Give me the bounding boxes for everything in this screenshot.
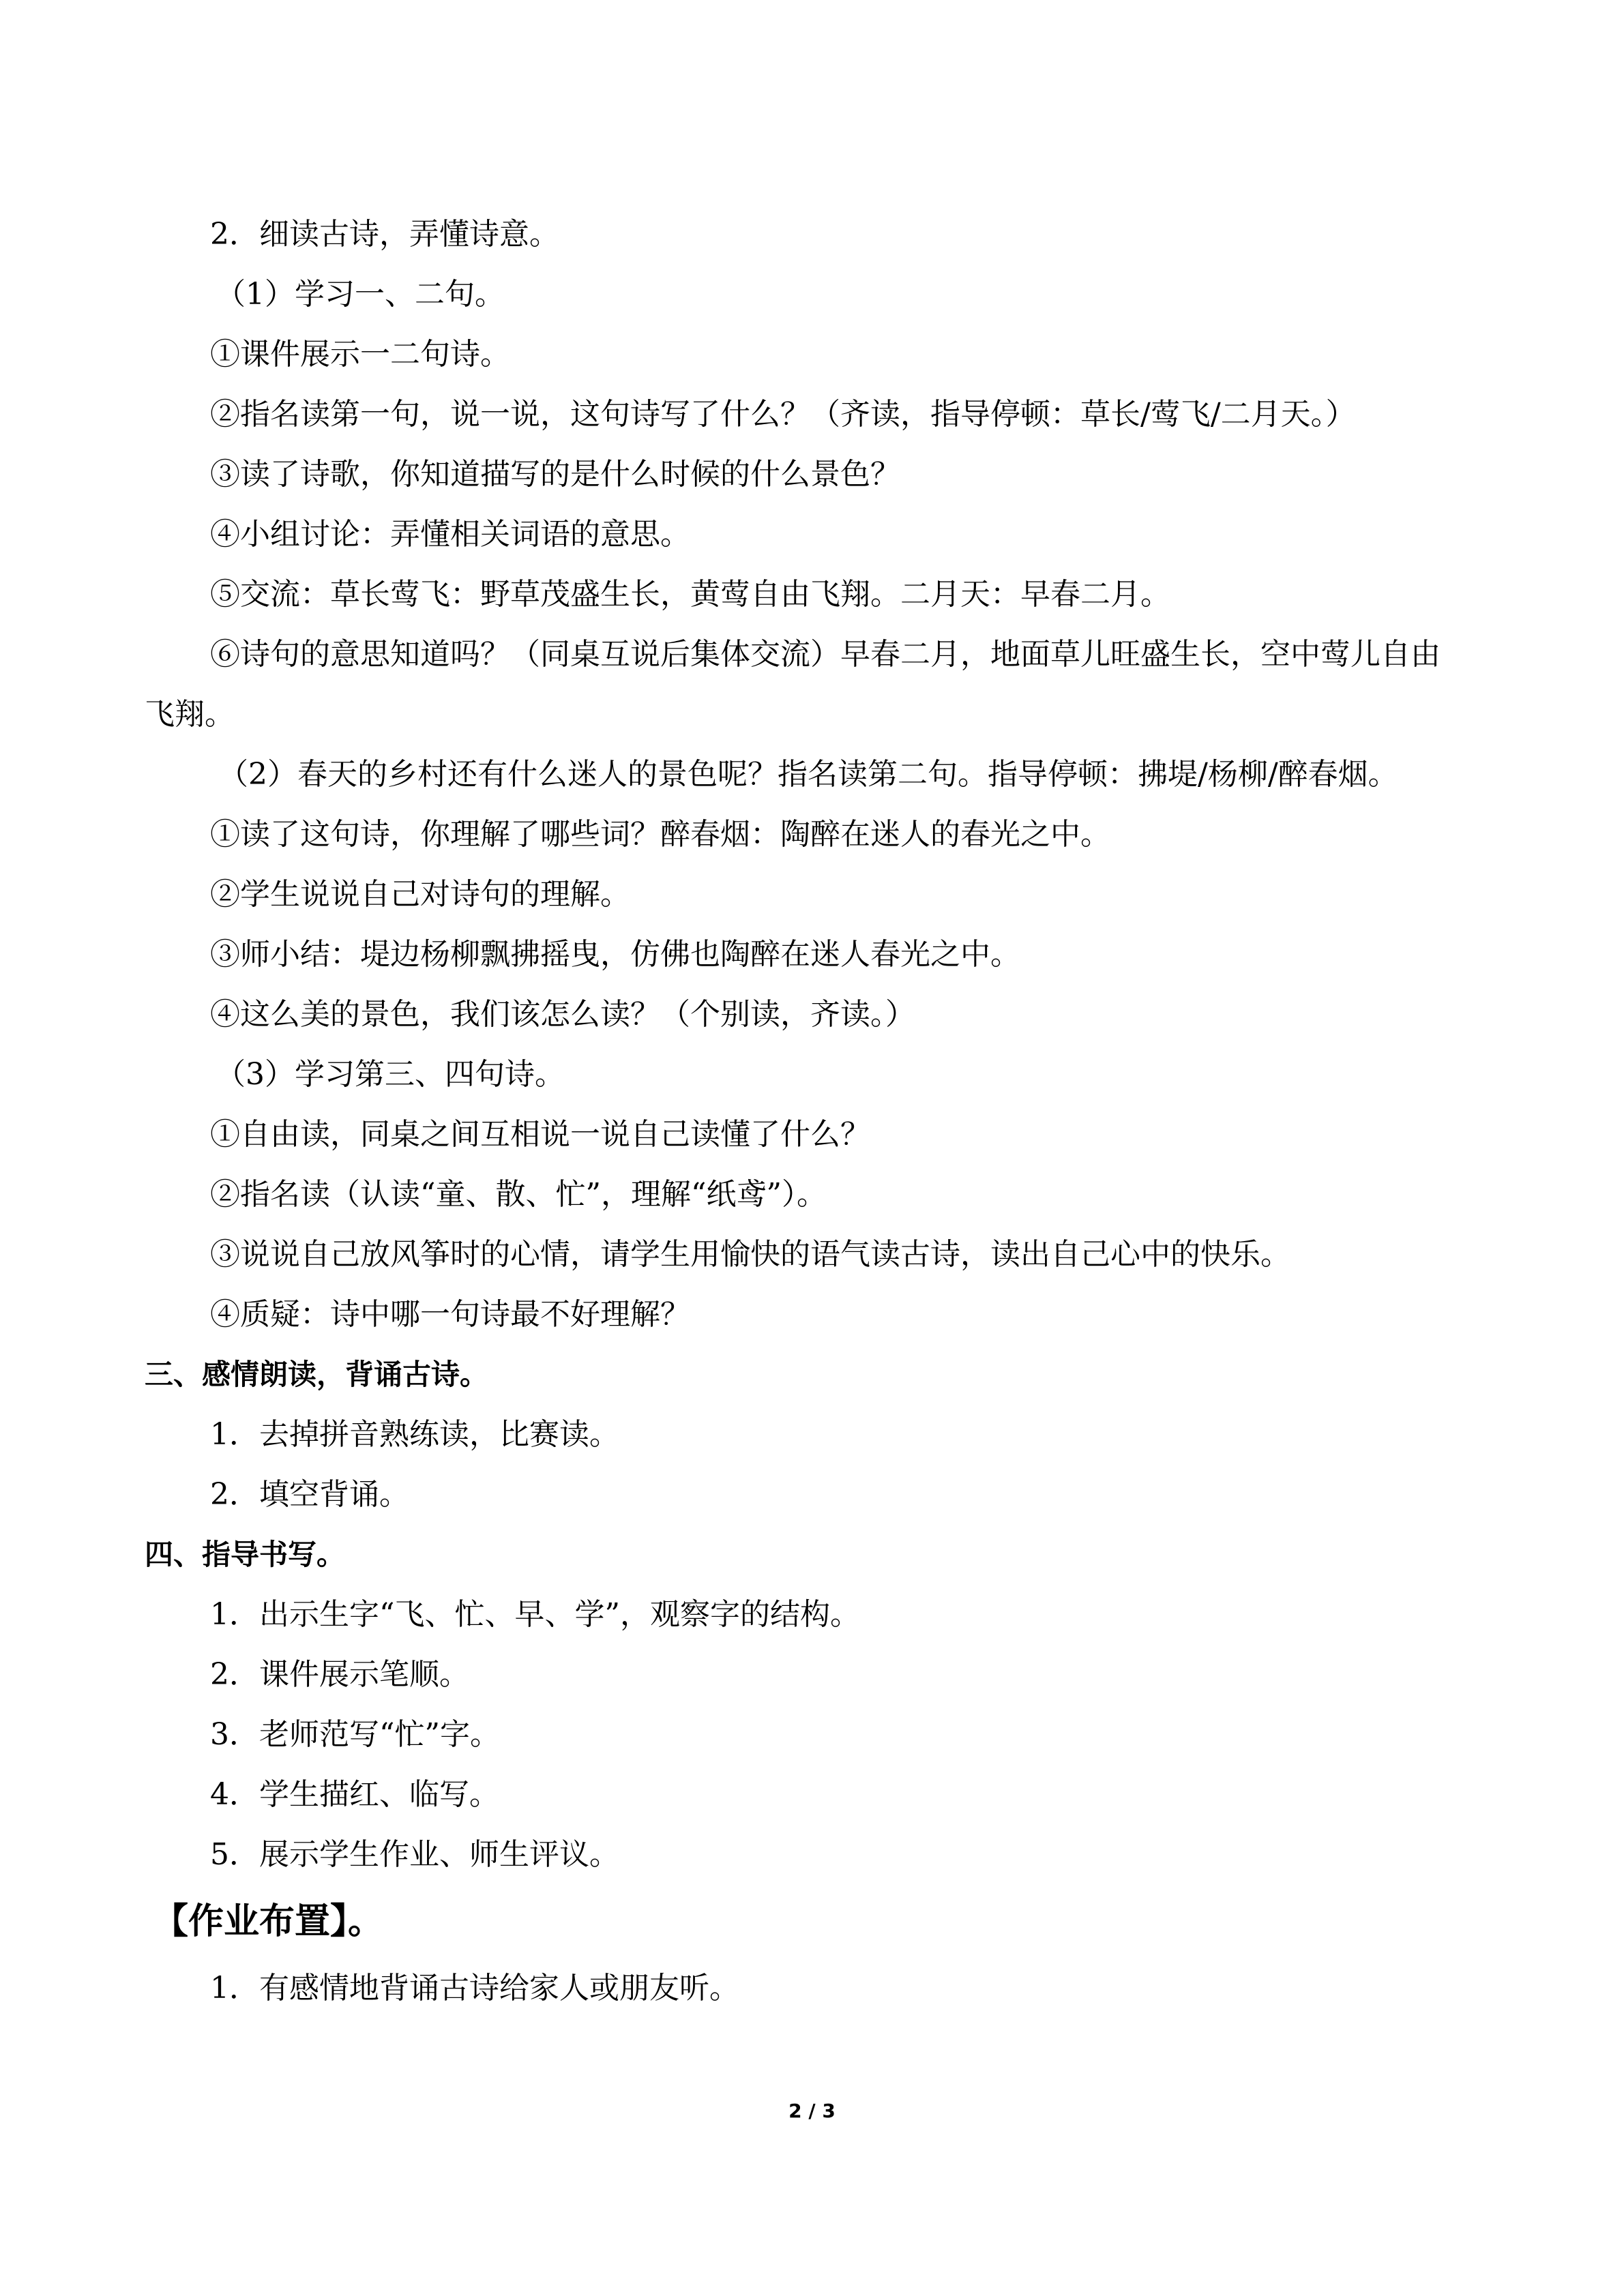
list-item: 1．去掉拼音熟练读，比赛读。 <box>210 1417 619 1452</box>
list-item: ①读了这句诗，你理解了哪些词？醉春烟：陶醉在迷人的春光之中。 <box>210 817 1110 852</box>
list-item: ④质疑：诗中哪一句诗最不好理解？ <box>210 1297 690 1332</box>
list-item: ①自由读，同桌之间互相说一说自己读懂了什么？ <box>210 1117 870 1152</box>
list-item: 2．填空背诵。 <box>210 1477 409 1512</box>
list-item: ⑥诗句的意思知道吗？（同桌互说后集体交流）早春二月，地面草儿旺盛生长，空中莺儿自由飞翔。 <box>145 637 1441 732</box>
section-heading: 三、感情朗读，背诵古诗。 <box>145 1358 489 1391</box>
list-item: ③读了诗歌，你知道描写的是什么时候的什么景色？ <box>210 457 900 492</box>
document-body <box>145 205 1461 2018</box>
list-item: 2．课件展示笔顺。 <box>210 1657 469 1692</box>
sub-step-heading: （2）春天的乡村还有什么迷人的景色呢？指名读第二句。指导停顿：拂堤/杨柳/醉春烟。 <box>218 757 1398 792</box>
list-item: ④小组讨论：弄懂相关词语的意思。 <box>210 517 690 552</box>
homework-title: 【作业布置】。 <box>153 1901 384 1942</box>
page-number: 2 / 3 <box>788 2100 836 2122</box>
list-item: ②学生说说自己对诗句的理解。 <box>210 877 630 912</box>
list-item: ①课件展示一二句诗。 <box>210 337 510 372</box>
list-item: 1．出示生字“飞、忙、早、学”，观察字的结构。 <box>210 1597 860 1632</box>
list-item: 4．学生描红、临写。 <box>210 1777 499 1812</box>
list-item: ②指名读（认读“童、散、忙”，理解“纸鸢”）。 <box>210 1177 827 1212</box>
list-item: 5．展示学生作业、师生评议。 <box>210 1837 619 1872</box>
list-item: ③说说自己放风筝时的心情，请学生用愉快的语气读古诗，读出自己心中的快乐。 <box>210 1237 1290 1272</box>
list-item: ③师小结：堤边杨柳飘拂摇曳，仿佛也陶醉在迷人春光之中。 <box>210 937 1020 972</box>
list-item: 1．有感情地背诵古诗给家人或朋友听。 <box>210 1971 739 2006</box>
list-item: ⑤交流：草长莺飞：野草茂盛生长，黄莺自由飞翔。二月天：早春二月。 <box>210 577 1170 612</box>
section-heading: 四、指导书写。 <box>145 1538 346 1571</box>
list-item: ④这么美的景色，我们该怎么读？（个别读，齐读。） <box>210 997 915 1032</box>
list-item: ②指名读第一句，说一说，这句诗写了什么？（齐读，指导停顿：草长/莺飞/二月天。） <box>210 397 1356 432</box>
sub-step-heading: （3）学习第三、四句诗。 <box>216 1057 565 1092</box>
sub-step-heading: （1）学习一、二句。 <box>216 277 505 312</box>
step-heading: 2．细读古诗，弄懂诗意。 <box>210 217 559 252</box>
list-item: 3．老师范写“忙”字。 <box>210 1717 500 1752</box>
